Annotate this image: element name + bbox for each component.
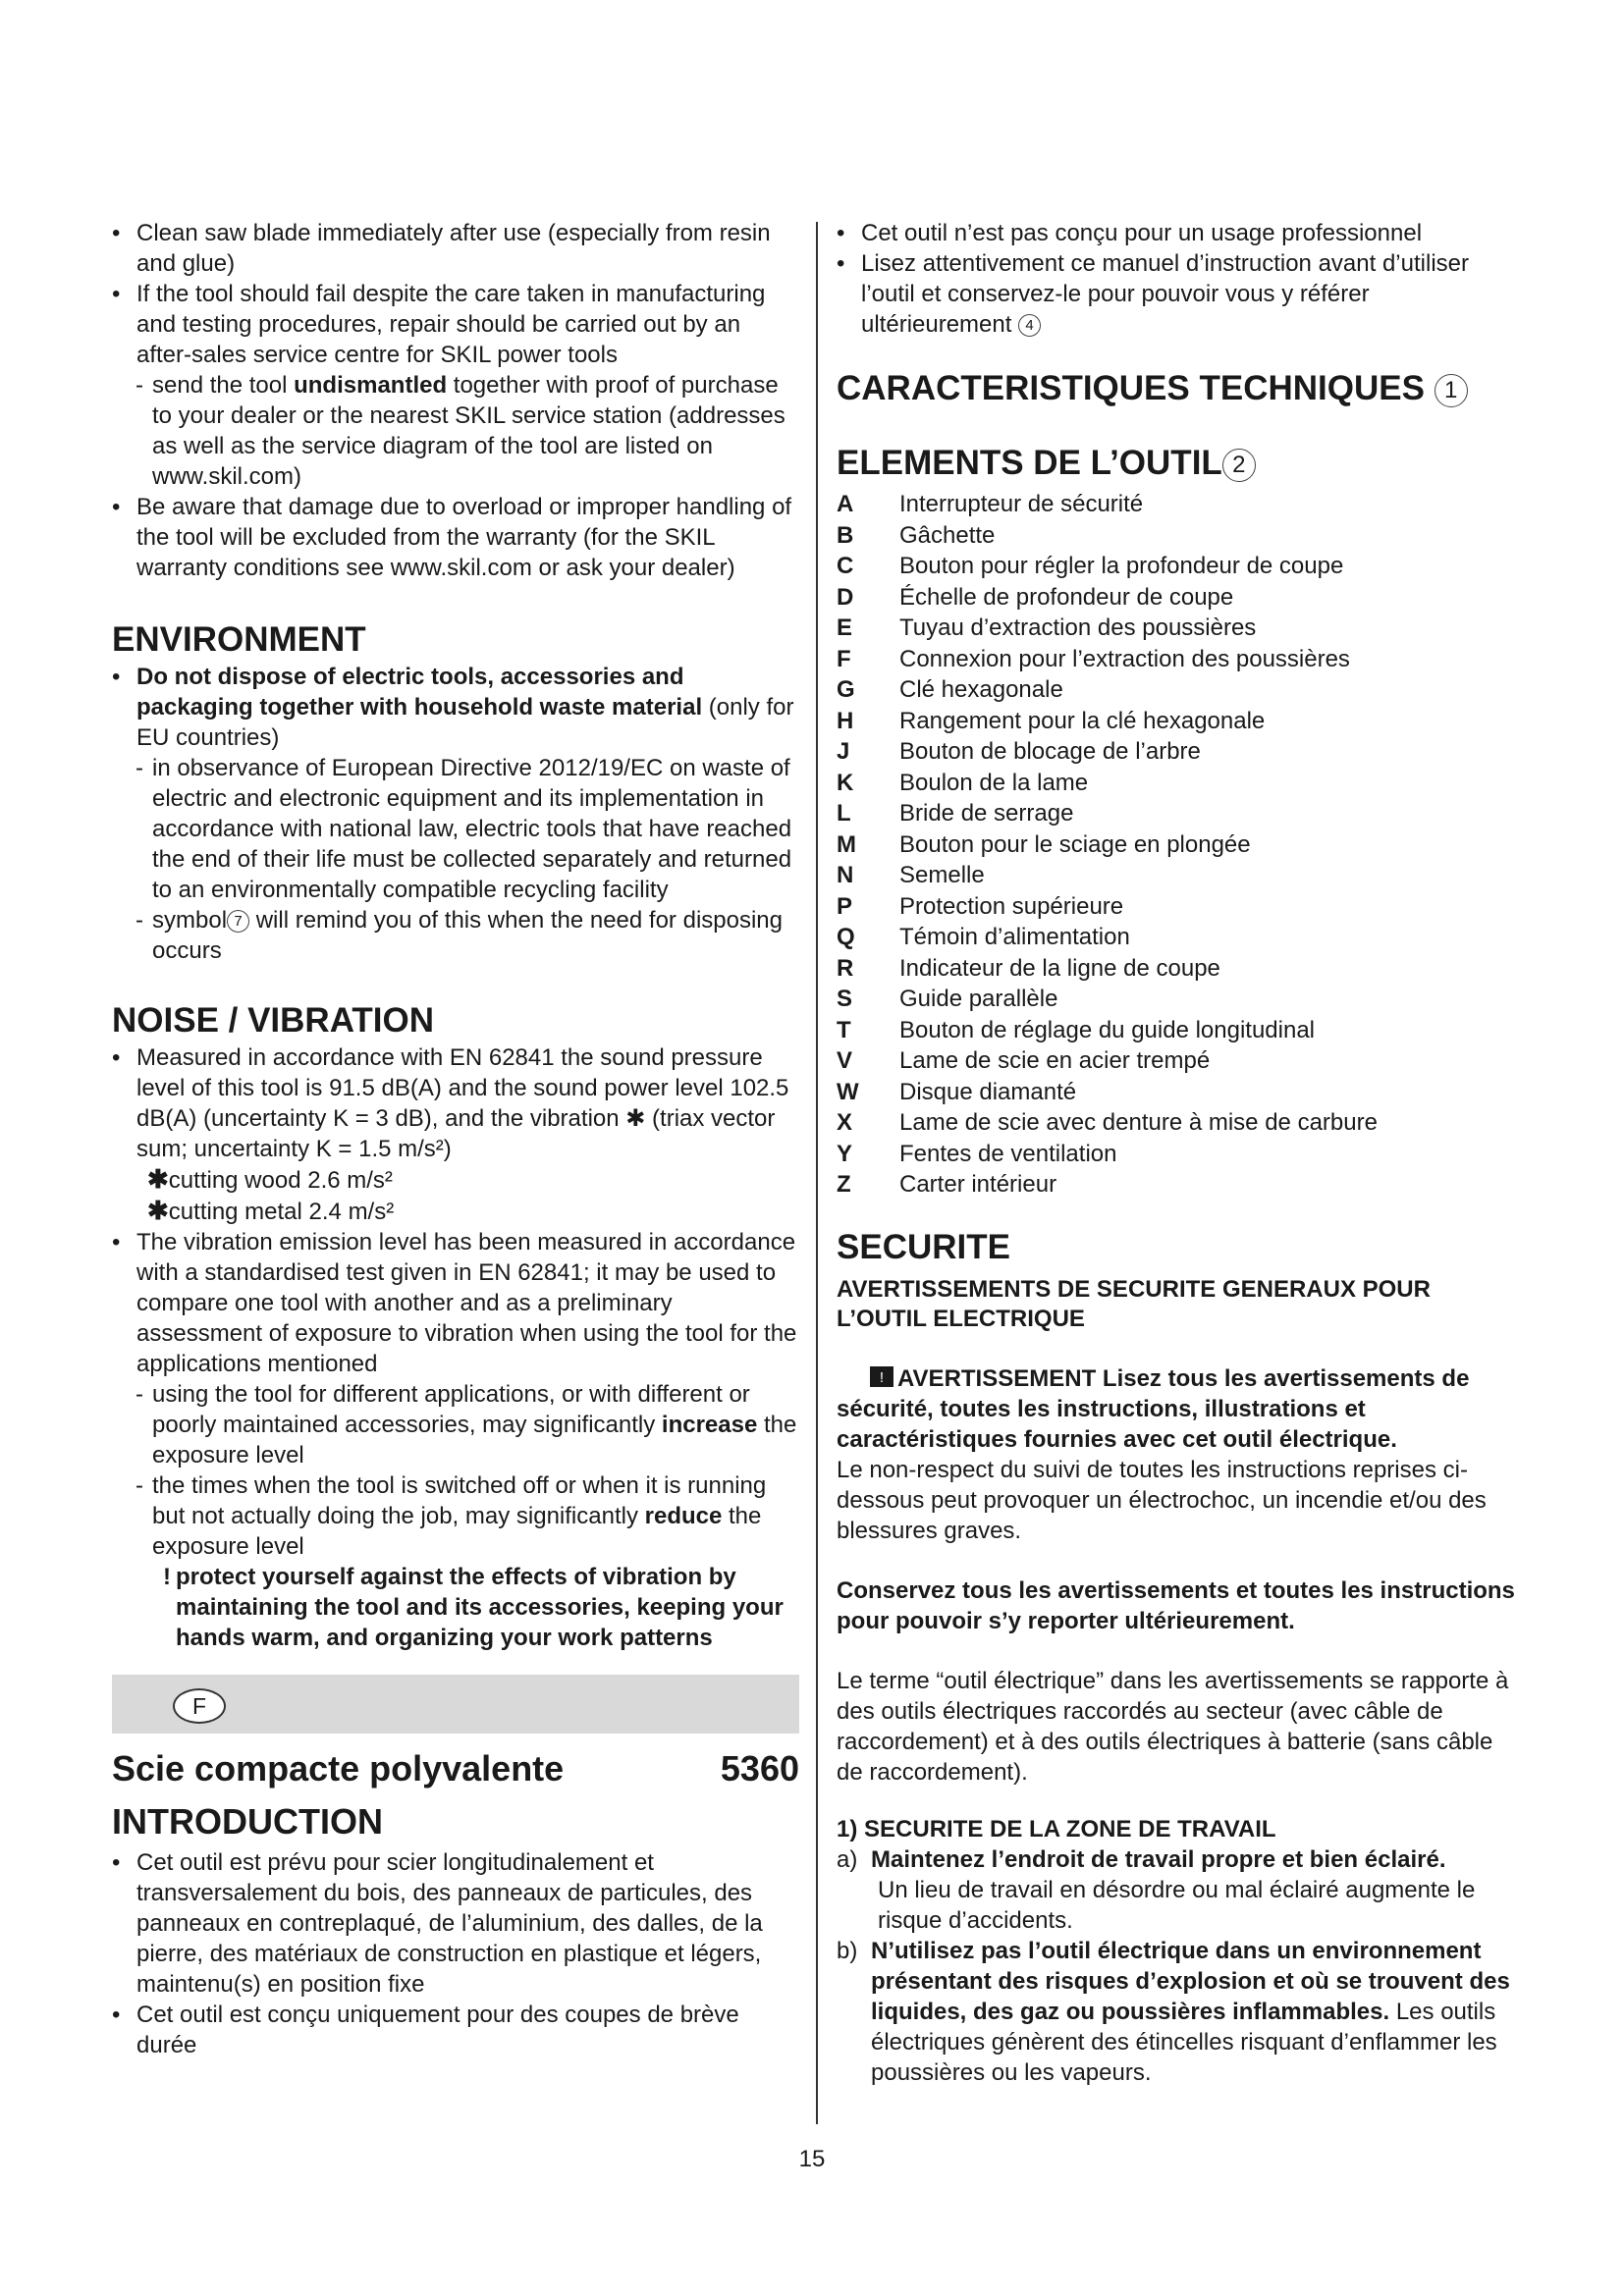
specs-heading: CARACTERISTIQUES TECHNIQUES 1 <box>837 369 1524 408</box>
part-l: L Bride de serrage <box>837 800 1074 827</box>
safety-subheading: AVERTISSEMENTS DE SECURITE GENERAUX POUR L’OUTIL ELECTRIQUE <box>837 1275 1431 1332</box>
noise-dash-reduce: - the times when the tool is switched off or when it is running but not actually doing the job, may significantly reduce the exposure level <box>112 1470 799 1562</box>
ref-7-icon: 7 <box>227 910 249 933</box>
part-e: E Tuyau d’extraction des poussières <box>837 614 1257 641</box>
warning-triangle-icon: ! <box>870 1366 893 1387</box>
part-q: Q Témoin d’alimentation <box>837 924 1130 950</box>
right-column <box>837 218 1524 2088</box>
noise-star-wood: ✱cutting wood 2.6 m/s² <box>147 1164 393 1194</box>
noise-bullet-measured: • Measured in accordance with EN 62841 the sound pressure level of this tool is 91.5 dB(A) and the sound power level 102.5 dB(A) (uncertainty K = 3 dB), and the vibration ✱ (triax vector sum; uncertainty K = 1.5 m/s²) <box>112 1042 799 1164</box>
part-b: B Gâchette <box>837 521 996 549</box>
language-badge-f: F <box>173 1688 226 1724</box>
noise-heading: NOISE / VIBRATION <box>112 1001 434 1040</box>
product-title-row <box>112 1747 799 1790</box>
part-t: T Bouton de réglage du guide longitudinal <box>837 1016 1316 1043</box>
item-b: b) N’utilisez pas l’outil électrique dans un environnement présentant des risques d’explosion et où se trouvent des liquides, des gaz ou poussières inflammables. Les outils électriques génèrent des étincelles risquant d’enflammer les poussières ou les vapeurs. <box>837 1937 1510 2086</box>
env-dash-symbol: - symbol 7 will remind you of this when the need for disposing occurs <box>112 905 799 966</box>
part-f: F Connexion pour l’extraction des poussières <box>837 645 1350 672</box>
ref-4-icon: 4 <box>1018 314 1041 337</box>
part-y: Y Fentes de ventilation <box>837 1140 1117 1167</box>
term-definition: Le terme “outil électrique” dans les avertissements se rapporte à des outils électriques raccordés au secteur (avec câble de raccordement) et à des outils électriques à batterie (sans câble de raccordement). <box>837 1667 1509 1786</box>
part-r: R Indicateur de la ligne de coupe <box>837 954 1220 982</box>
language-banner <box>112 1675 799 1734</box>
part-p: P Protection supérieure <box>837 892 1124 920</box>
work-area-heading: 1) SECURITE DE LA ZONE DE TRAVAIL <box>837 1815 1276 1842</box>
part-v: V Lame de scie en acier trempé <box>837 1047 1211 1074</box>
part-a: A Interrupteur de sécurité <box>837 491 1144 517</box>
item-a: a) Maintenez l’endroit de travail propre et bien éclairé. <box>837 1845 1446 1873</box>
ref-2-icon: 2 <box>1222 449 1256 482</box>
parts-list <box>837 489 1524 1201</box>
intro-bullet-read: • Lisez attentivement ce manuel d’instruction avant d’utiliser l’outil et conservez-le pour pouvoir vous y référer ultérieurement 4 <box>837 248 1524 340</box>
noise-star-metal: ✱cutting metal 2.4 m/s² <box>147 1196 395 1225</box>
part-s: S Guide parallèle <box>837 986 1058 1012</box>
part-c: C Bouton pour régler la profondeur de coupe <box>837 553 1344 579</box>
intro-heading: INTRODUCTION <box>112 1801 383 1842</box>
item-a-text: Un lieu de travail en désordre ou mal éclairé augmente le risque d’accidents. <box>878 1876 1476 1934</box>
product-number: 5360 <box>720 1748 799 1789</box>
intro-bullet-purpose: • Cet outil est prévu pour scier longitudinalement et transversalement du bois, des panneaux de particules, des panneaux en contreplaqué, de l’aluminium, des dalles, de la pierre, des matériaux de construction en plastique et légers, maintenu(s) en position fixe <box>112 1847 799 2000</box>
env-dash-directive: - in observance of European Directive 2012/19/EC on waste of electric and electronic equipment and its implementation in accordance with national law, electric tools that have reached the end of their life must be collected separately and returned to an environmentally compatible recycling facility <box>112 753 799 905</box>
elements-heading: ELEMENTS DE L’OUTIL 2 <box>837 444 1524 483</box>
asterisk-icon: ✱ <box>147 1196 169 1225</box>
intro-bullet-nonpro: • Cet outil n’est pas conçu pour un usage professionnel <box>837 218 1524 248</box>
column-divider <box>816 222 818 2124</box>
part-z: Z Carter intérieur <box>837 1171 1057 1198</box>
part-w: W Disque diamanté <box>837 1078 1077 1105</box>
safety-heading: SECURITE <box>837 1227 1010 1266</box>
noise-dash-increase: - using the tool for different applications, or with different or poorly maintained accessories, may significantly increase the exposure level <box>112 1379 799 1470</box>
part-j: J Bouton de blocage de l’arbre <box>837 738 1201 765</box>
ref-1-icon: 1 <box>1435 374 1468 407</box>
warning-paragraph: ! AVERTISSEMENT Lisez tous les avertissements de sécurité, toutes les instructions, illustrations et caractéristiques fournies avec cet outil électrique. <box>837 1364 1470 1453</box>
keep-instructions: Conservez tous les avertissements et toutes les instructions pour pouvoir s’y reporter ultérieurement. <box>837 1576 1515 1634</box>
part-h: H Rangement pour la clé hexagonale <box>837 707 1266 734</box>
intro-bullet-short: • Cet outil est conçu uniquement pour des coupes de brève durée <box>112 2000 799 2060</box>
warranty-bullet: • Be aware that damage due to overload or improper handling of the tool will be excluded from the warranty (for the SKIL warranty conditions see www.skil.com or ask your dealer) <box>112 492 799 583</box>
repair-dash: - send the tool undismantled together with proof of purchase to your dealer or the nearest SKIL service station (addresses as well as the service diagram of the tool are listed on www.skil.com) <box>112 370 799 492</box>
part-n: N Semelle <box>837 862 985 888</box>
product-title: Scie compacte polyvalente <box>112 1748 565 1789</box>
asterisk-icon: ✱ <box>147 1164 169 1194</box>
environment-heading: ENVIRONMENT <box>112 620 366 659</box>
warning-text: Le non-respect du suivi de toutes les instructions reprises ci-dessous peut provoquer un électrochoc, un incendie et/ou des blessures graves. <box>837 1456 1487 1544</box>
care-bullet-clean: • Clean saw blade immediately after use (especially from resin and glue) <box>112 218 799 279</box>
part-k: K Boulon de la lame <box>837 769 1089 796</box>
env-bullet: • Do not dispose of electric tools, accessories and packaging together with household waste material (only for EU countries) <box>112 662 799 753</box>
page-number: 15 <box>798 2146 826 2172</box>
part-g: G Clé hexagonale <box>837 676 1063 703</box>
left-column <box>112 218 799 2060</box>
part-m: M Bouton pour le sciage en plongée <box>837 830 1251 858</box>
care-bullet-repair: • If the tool should fail despite the care taken in manufacturing and testing procedures, repair should be carried out by an after-sales service centre for SKIL power tools <box>112 279 799 370</box>
noise-bullet-emission: • The vibration emission level has been measured in accordance with a standardised test given in EN 62841; it may be used to compare one tool with another and as a preliminary assessment of exposure to vibration when using the tool for the applications mentioned <box>112 1227 799 1379</box>
noise-excl: ! protect yourself against the effects of vibration by maintaining the tool and its accessories, keeping your hands warm, and organizing your work patterns <box>112 1562 799 1653</box>
part-x: X Lame de scie avec denture à mise de carbure <box>837 1109 1378 1136</box>
part-d: D Échelle de profondeur de coupe <box>837 583 1234 611</box>
